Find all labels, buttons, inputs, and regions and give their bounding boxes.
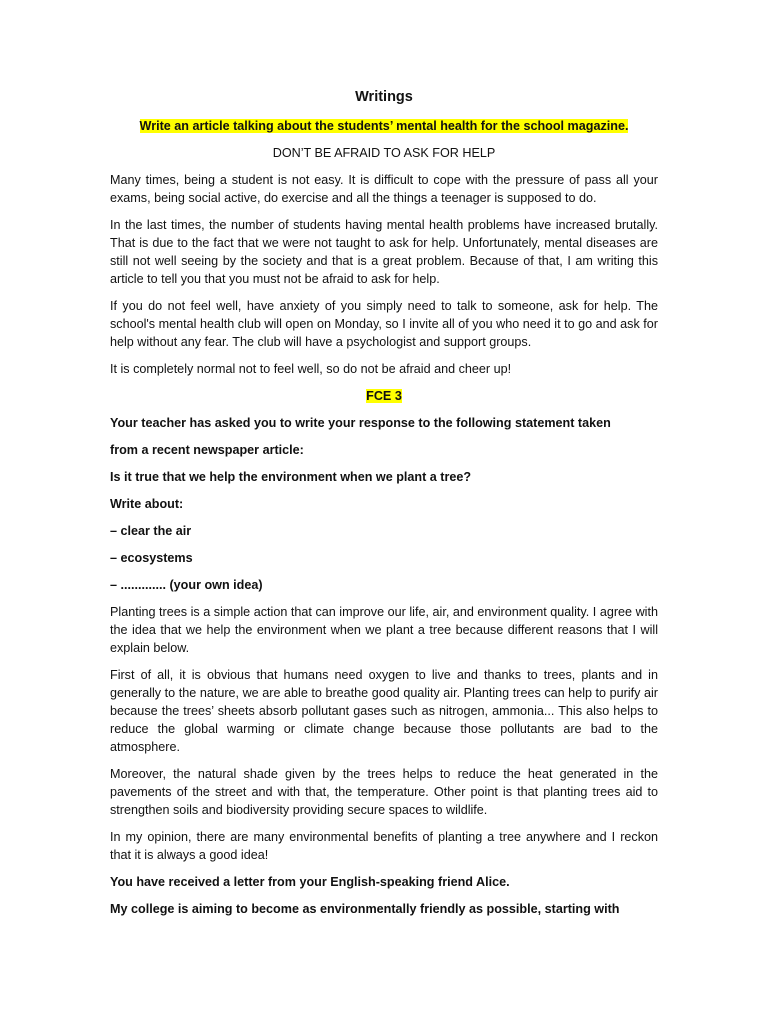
- task3-prompt-line-1: You have received a letter from your English-speaking friend Alice.: [110, 875, 510, 889]
- task2-prompt-line-1: Your teacher has asked you to write your response to the following statement taken: [110, 416, 611, 430]
- task2-paragraph-3: Moreover, the natural shade given by the trees helps to reduce the heat generated in the pavements of the street and with that, the temperature. Other point is that planting trees aid to strengthen soils and biodiversity providing secure spaces to wildlife.: [110, 767, 658, 817]
- task2-paragraph-4: In my opinion, there are many environmental benefits of planting a tree anywhere and I reckon that it is always a good idea!: [110, 830, 658, 862]
- task2-paragraph-1: Planting trees is a simple action that can improve our life, air, and environment quality. I agree with the idea that we help the environment when we plant a tree because different reasons that I will explain below.: [110, 605, 658, 655]
- task1-paragraph-3: If you do not feel well, have anxiety of you simply need to talk to someone, ask for help. The school's mental health club will open on Monday, so I invite all of you who need it to go and ask for help without any fear. The club will have a psychologist and support groups.: [110, 299, 658, 349]
- task1-heading: DON’T BE AFRAID TO ASK FOR HELP: [272, 146, 496, 160]
- task1-paragraph-4: It is completely normal not to feel well, so do not be afraid and cheer up!: [110, 362, 512, 376]
- task2-prompt-line-4: Write about:: [110, 497, 184, 511]
- task2-prompt-line-2: from a recent newspaper article:: [110, 443, 304, 457]
- task2-paragraph-2: First of all, it is obvious that humans need oxygen to live and thanks to trees, plants and in generally to the nature, we are able to breathe good quality air. Planting trees can help to purify air because the trees’ sheets absorb pollutant gases such as nitrogen, ammonia... This also helps to reduce the global warming or climate change because those pollutants are bad to the atmosphere.: [110, 668, 658, 754]
- task3-prompt-line-2: My college is aiming to become as environmentally friendly as possible, starting with: [110, 902, 620, 916]
- task2-prompt-line-7: – ............. (your own idea): [110, 578, 263, 592]
- task1-paragraph-2: In the last times, the number of students having mental health problems have increased brutally. That is due to the fact that we were not taught to ask for help. Unfortunately, mental diseases are still not well seeing by the society and that is a great problem. Because of that, I am writing this article to tell you that you must not be afraid to ask for help.: [110, 218, 658, 286]
- task1-prompt-highlight: Write an article talking about the students’ mental health for the school magazine.: [139, 119, 629, 133]
- task2-label-highlight: FCE 3: [366, 389, 402, 403]
- task2-label: [110, 387, 658, 405]
- document-page: [110, 88, 658, 927]
- task1-prompt: [110, 117, 658, 135]
- task2-prompt-line-6: – ecosystems: [110, 551, 193, 565]
- task2-prompt-line-3: Is it true that we help the environment when we plant a tree?: [110, 470, 472, 484]
- task2-prompt-line-5: – clear the air: [110, 524, 192, 538]
- task1-paragraph-1: Many times, being a student is not easy. It is difficult to cope with the pressure of pass all your exams, being social active, do exercise and all the things a teenager is supposed to do.: [110, 173, 658, 205]
- document-title: Writings: [355, 89, 413, 105]
